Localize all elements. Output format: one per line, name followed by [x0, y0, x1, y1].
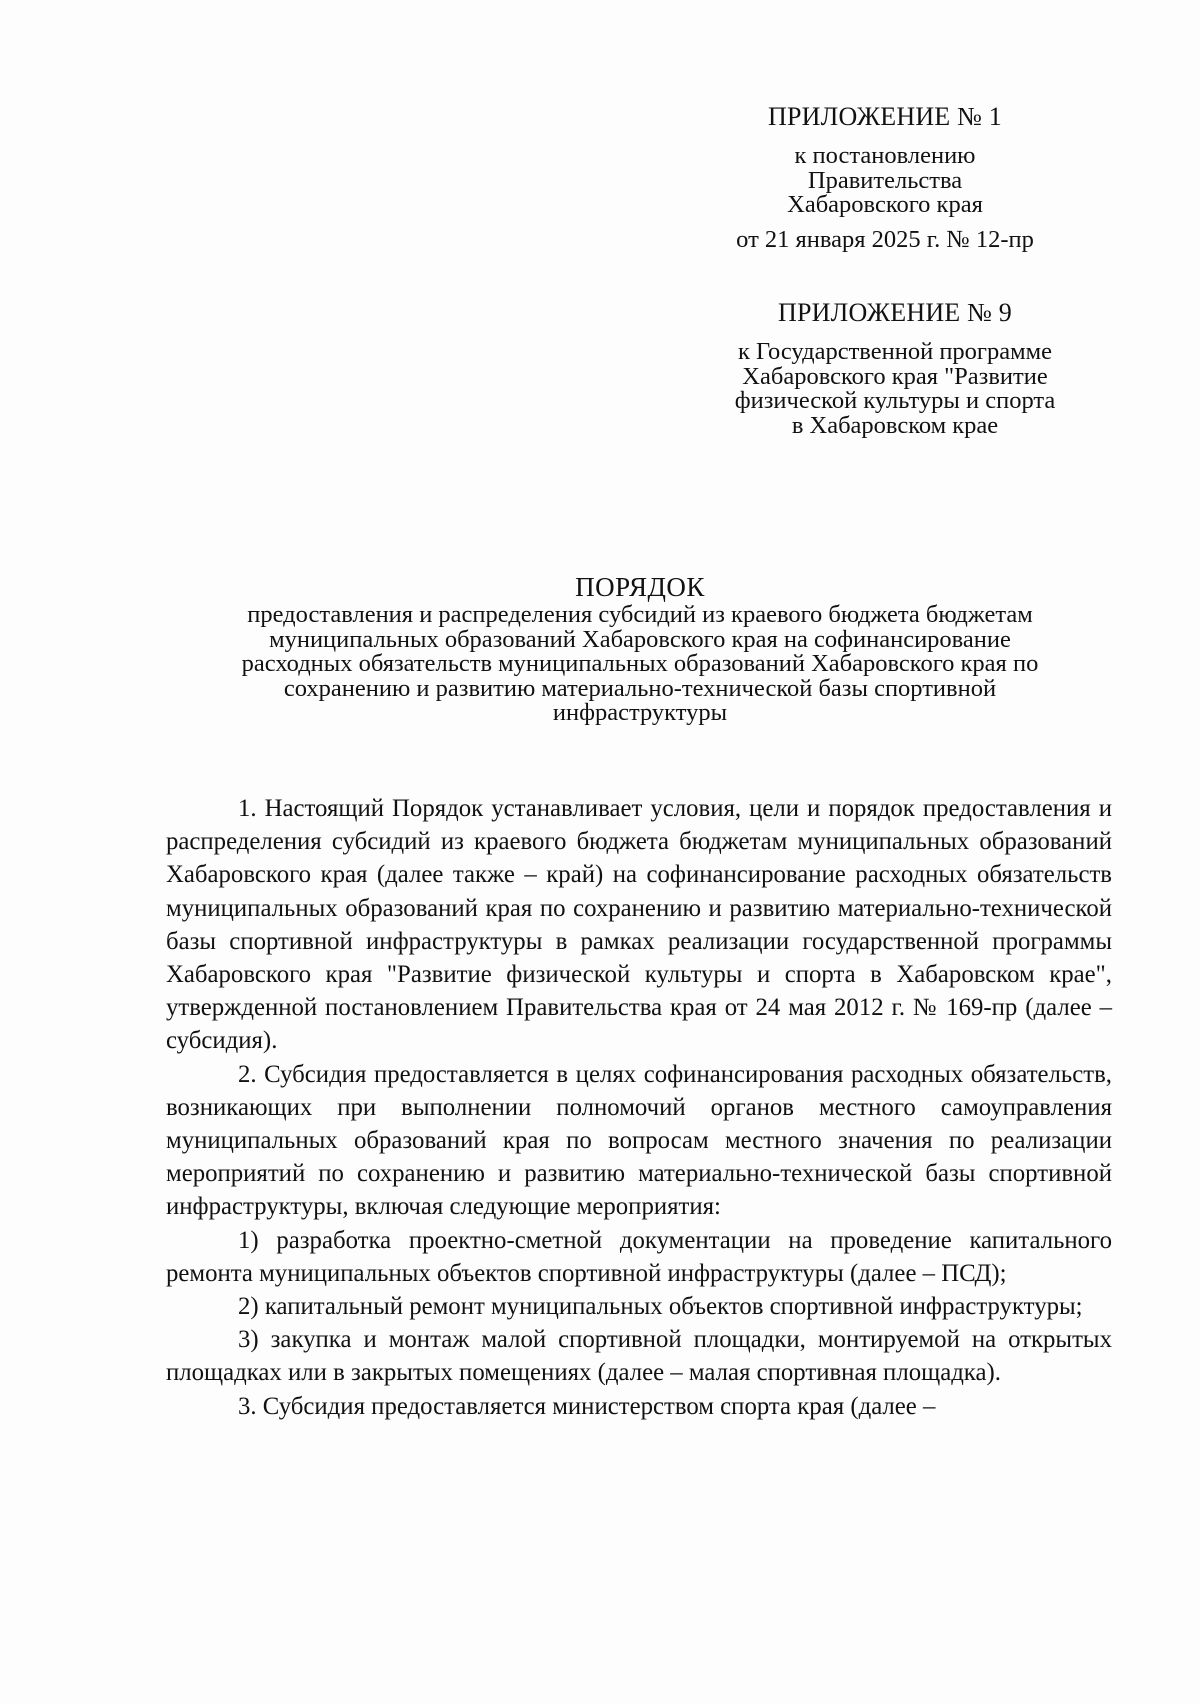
- document-title: ПОРЯДОК: [575, 572, 705, 602]
- appendix-9-line-2: Хабаровского края "Развитие: [742, 362, 1048, 390]
- paragraph-2: 2. Субсидия предоставляется в целях софинансирования расходных обязательств, возникающих при выполнении полномочий органов местного самоуправления муниципальных образований края по вопросам местного значения по реализации мероприятий по сохранению и развитию материально-технической базы спортивной инфраструктуры, включая следующие мероприятия:: [166, 1060, 1112, 1221]
- paragraph-1: 1. Настоящий Порядок устанавливает условия, цели и порядок предоставления и распределения субсидий из краевого бюджета бюджетам муниципальных образований Хабаровского края (далее также – край) на софинансирование расходных обязательств муниципальных образований края по сохранению и развитию материально-технической базы спортивной инфраструктуры в рамках реализации государственной программы Хабаровского края "Развитие физической культуры и спорта в Хабаровском крае", утвержденной постановлением Правительства края от 24 мая 2012 г. № 169-пр (далее – субсидия).: [166, 795, 1112, 1055]
- appendix-9-line-1: к Государственной программе: [737, 338, 1052, 365]
- appendix-9-block: [700, 300, 1090, 438]
- appendix-1-heading: ПРИЛОЖЕНИЕ № 1: [768, 102, 1002, 131]
- appendix-1-line-2: Правительства: [807, 166, 963, 194]
- list-item-1: 1) разработка проектно-сметной документации на проведение капитального ремонта муниципальных объектов спортивной инфраструктуры (далее – ПСД);: [166, 1226, 1112, 1287]
- document-subtitle-line-1: предоставления и распределения субсидий из краевого бюджета бюджетам: [247, 601, 1033, 628]
- appendix-1-block: [720, 104, 1050, 252]
- document-subtitle-line-4: сохранению и развитию материально-технической базы спортивной: [283, 674, 997, 702]
- document-title-block: [160, 574, 1120, 726]
- document-subtitle-line-2: муниципальных образований Хабаровского края на софинансирование: [269, 625, 1011, 653]
- appendix-1-date: от 21 января 2025 г. № 12-пр: [736, 225, 1034, 253]
- appendix-1-line-3: Хабаровского края: [787, 191, 983, 218]
- appendix-9-line-3: физической культуры и спорта: [734, 387, 1056, 414]
- list-item-2: 2) капитальный ремонт муниципальных объектов спортивной инфраструктуры;: [238, 1293, 1083, 1321]
- appendix-9-line-4: в Хабаровском крае: [791, 411, 999, 439]
- document-subtitle-line-3: расходных обязательств муниципальных образований Хабаровского края по: [241, 650, 1039, 677]
- document-body: [166, 792, 1112, 1423]
- paragraph-3: 3. Субсидия предоставляется министерством спорта края (далее –: [238, 1392, 936, 1420]
- appendix-1-line-1: к постановлению: [794, 142, 976, 169]
- document-subtitle-line-5: инфраструктуры: [552, 699, 728, 726]
- appendix-9-heading: ПРИЛОЖЕНИЕ № 9: [778, 298, 1012, 327]
- list-item-3: 3) закупка и монтаж малой спортивной площадки, монтируемой на открытых площадках или в закрытых помещениях (далее – малая спортивная площадка).: [166, 1326, 1112, 1387]
